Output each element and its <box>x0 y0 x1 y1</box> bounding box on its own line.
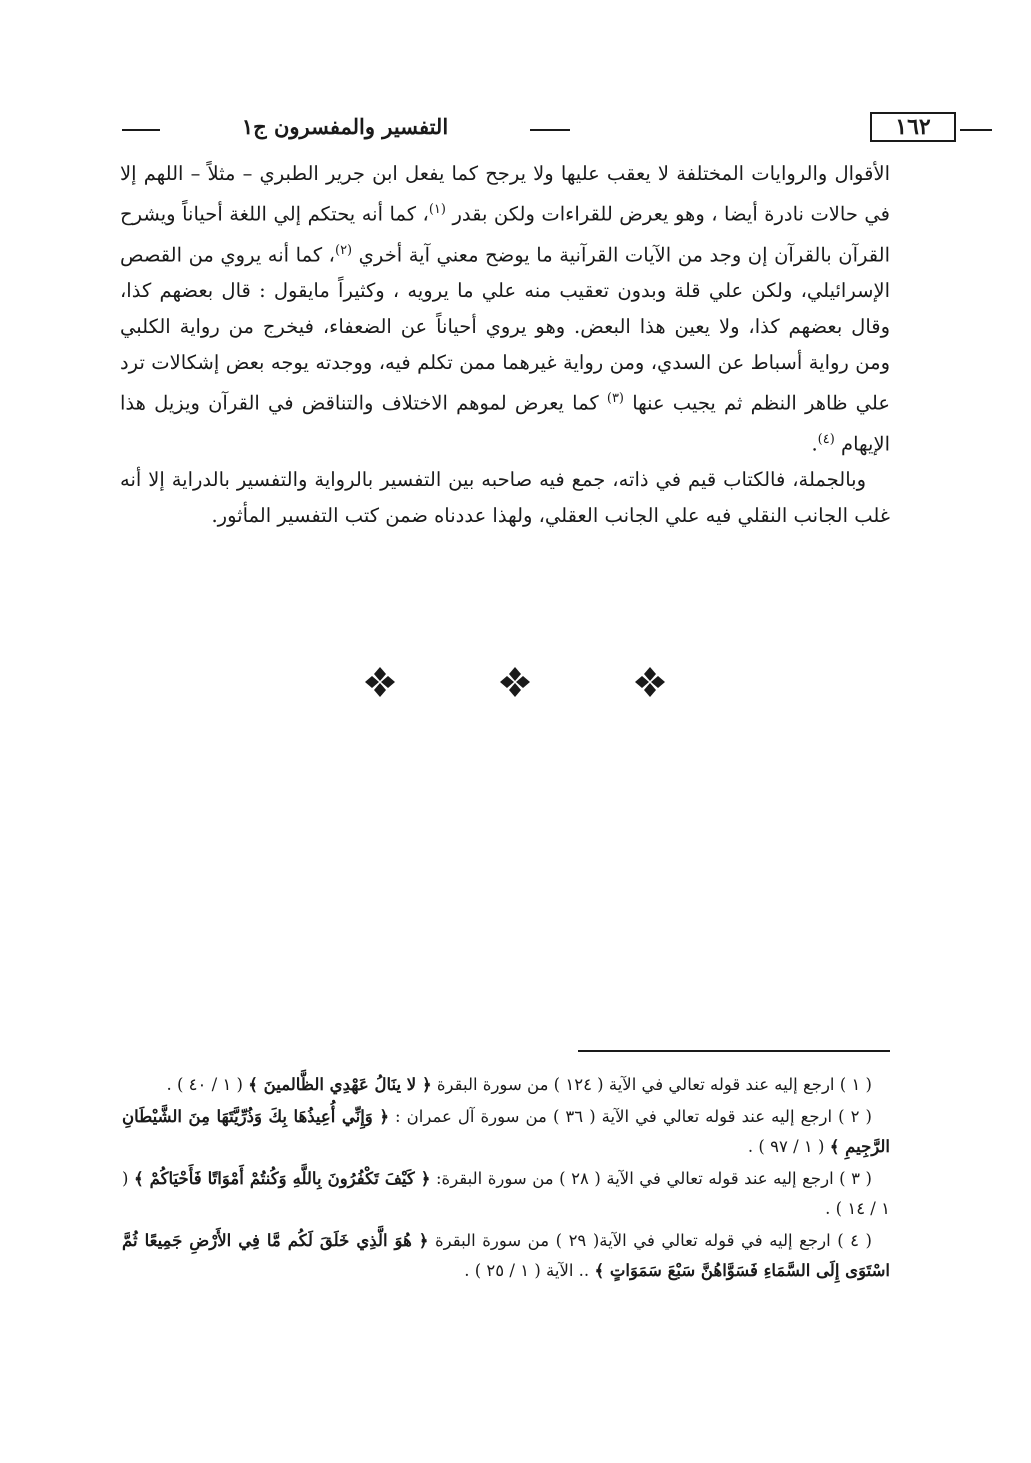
text-run: ، كما أنه يروي من القصص الإسرائيلي، ولكن علي قلة وبدون تعقيب منه علي ما يرويه ، وكثيراً مايقول : قال بعضهم كذا، وقال بعضهم كذا، ولا يعين هذا البعض. وهو يروي أحياناً عن الضعفاء، فيخرج من رواية الكلبي ومن رواية أسباط عن السدي، ومن رواية غيرهما ممن تكلم فيه، ووجدته يوجه بعض إشكالات ترد علي ظاهر النظم ثم يجيب عنها <box>120 243 891 415</box>
footnote-3 <box>122 1164 890 1224</box>
quran-quote: ﴿ لا ينَالُ عَهْدِي الظَّالمينَ ﴾ <box>248 1075 432 1094</box>
page-number: ١٦٢ <box>870 112 956 142</box>
footnote-text: ( ١ ) ارجع إليه عند قوله تعالي في الآية ( ١٢٤ ) من سورة البقرة <box>436 1075 872 1094</box>
footnote-text: ( ٣ ) ارجع إليه عند قوله تعالي في الآية ( ٢٨ ) من سورة البقرة: <box>435 1169 872 1188</box>
header-rule-left <box>122 129 160 131</box>
header-title: التفسير والمفسرون ج١ <box>241 114 449 139</box>
body-text <box>120 156 890 534</box>
quran-quote: ﴿ هُوَ الَّذِي خَلَقَ لَكُم مَّا فِي الأَرْضِ جَمِيعًا ثُمَّ اسْتَوَى إِلَى السَّمَاءِ فَسَوَّاهُنَّ سَبْعَ سَمَوَاتٍ ﴾ <box>122 1231 890 1280</box>
text-run: الأقوال والروايات المختلفة لا يعقب عليها ولا يرجح كما يفعل ابن جرير الطبري – مثلاً – اللهم إلا في حالات نادرة أيضا ، وهو يعرض للقراءات ولكن بقدر <box>120 162 890 226</box>
four-diamond-ornament-icon <box>630 662 670 702</box>
footnotes <box>122 1070 890 1288</box>
footnote-ref-4: (٤) <box>817 431 835 447</box>
paragraph <box>120 156 890 462</box>
footnote-2 <box>122 1102 890 1162</box>
header-rule-middle <box>530 129 570 131</box>
running-header <box>122 112 931 148</box>
footnote-ref-2: (٢) <box>334 242 353 258</box>
footnote-1 <box>122 1070 890 1100</box>
section-divider <box>360 662 670 702</box>
quran-quote: ﴿ وَإِنِّي أُعِيذُهَا بِكَ وَذُرِّيَّتَهَا مِنَ الشَّيْطَانِ الرَّجِيمِ ﴾ <box>122 1107 890 1156</box>
four-diamond-ornament-icon <box>495 662 535 702</box>
footnote-separator <box>578 1050 890 1052</box>
footnote-citation: ( ١ / ١٤ ) . <box>122 1169 890 1218</box>
footnote-text: ( ٢ ) ارجع إليه عند قوله تعالي في الآية ( ٣٦ ) من سورة آل عمران : <box>395 1107 872 1126</box>
footnote-citation: .. الآية ( ١ / ٢٥ ) . <box>464 1261 590 1280</box>
footnote-4 <box>122 1226 890 1286</box>
footnote-citation: ( ١ / ٤٠ ) . <box>166 1075 243 1094</box>
four-diamond-ornament-icon <box>360 662 400 702</box>
footnote-text: ( ٤ ) ارجع إليه في قوله تعالي في الآية( ٢٩ ) من سورة البقرة <box>435 1231 872 1250</box>
text-run: . <box>811 432 818 455</box>
quran-quote: ﴿ كَيْفَ تَكْفُرُونَ بِاللَّهِ وَكُنتُمْ أَمْوَاتًا فَأَحْيَاكُمْ ﴾ <box>133 1169 431 1188</box>
text-run: ، كما أنه يحتكم إلي اللغة أحياناً ويشرح القرآن بالقرآن إن وجد من الآيات القرآنية ما يوضح معني آية أخري <box>120 202 890 266</box>
footnote-ref-1: (١) <box>428 202 446 217</box>
footnote-citation: ( ١ / ٩٧ ) . <box>747 1137 825 1156</box>
paragraph: وبالجملة، فالكتاب قيم في ذاته، جمع فيه صاحبه بين التفسير بالرواية والتفسير بالدراية إلا أنه غلب الجانب النقلي فيه علي الجانب العقلي، ولهذا عددناه ضمن كتب التفسير المأثور. <box>120 468 890 527</box>
header-rule-right <box>960 129 992 131</box>
footnote-ref-3: (٣) <box>606 391 624 406</box>
text-run: كما يعرض لموهم الاختلاف والتناقض في القرآن ويزيل هذا الإيهام <box>120 391 890 455</box>
